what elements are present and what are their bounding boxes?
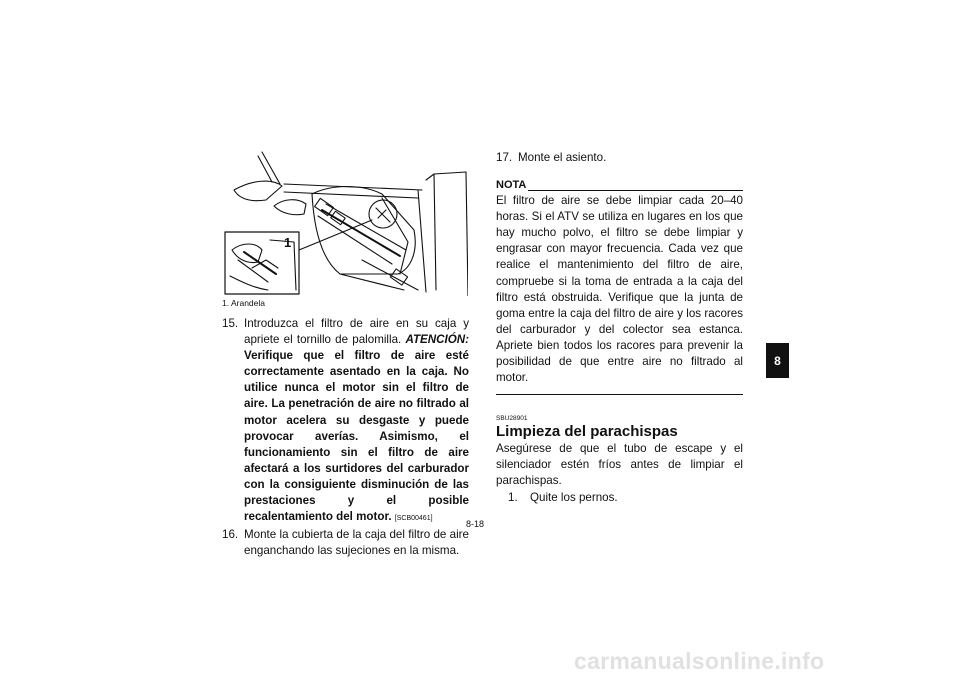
air-filter-illustration [222,150,468,296]
warning-code: [SCB00461] [394,515,433,523]
section-title: Limpieza del parachispas [496,423,678,441]
nota-header [496,177,743,193]
watermark: carmanualsonline.info [574,648,825,674]
right-column [496,150,743,506]
step-17 [496,150,743,166]
step-text: Monte la cubierta de la caja del filtro de aire enganchando las sujeciones en la misma. [244,528,469,558]
nota-rule [528,190,743,191]
section-step-1 [508,490,743,506]
step-number: 1. [508,490,518,504]
left-column [222,316,469,559]
nota-end-rule [496,394,743,395]
step-number: 16. [222,528,239,542]
nota-label: NOTA [496,179,527,191]
nota-text: El filtro de aire se debe limpiar cada 20–40 horas. Si el ATV se utiliza en lugares en los que hay mucho polvo, el filtro se debe limpiar y engrasar con mayor frecuencia. Cada vez que realice el mantenimiento del filtro de aire, compruebe si la toma de entrada a la caja del filtro está obstruida. Verifique que la junta de goma entre la caja del filtro de aire y los racores del carburador y del colector sea estanca. Apriete bien todos los racores para prevenir la posibilidad de que entre aire no filtrado al motor. [496,194,743,385]
warning-text: Verifique que el filtro de aire esté correctamente asentado en la caja. No utilice nunca el motor sin el filtro de aire. La penetración de aire no filtrado al motor acelera su desgaste y puede provocar averías. Asimismo, el funcionamiento sin el filtro de aire afectará a los surtidores del carburador con la consiguiente disminución de las prestaciones y el posible recalentamiento del motor. [244,349,469,524]
section-code: SBU28901 [496,415,528,423]
figure-caption: 1. Arandela [222,298,266,308]
warning-label: ATENCIÓN: [405,333,469,347]
step-number: 15. [222,317,239,330]
section-intro: Asegúrese de que el tubo de escape y el silenciador estén fríos antes de limpiar el parachispas. [496,442,743,488]
step-text: Quite los pernos. [530,490,618,504]
step-text: Introduzca el filtro de aire en su caja y apriete el tornillo de palomilla. [244,317,469,347]
step-16 [222,527,469,559]
page-number: 8-18 [466,519,485,529]
step-text: Monte el asiento. [518,151,607,164]
figure-callout-number: 1 [284,235,292,250]
step-number: 17. [496,151,513,164]
chapter-tab: 8 [766,343,789,378]
step-15 [222,316,469,527]
